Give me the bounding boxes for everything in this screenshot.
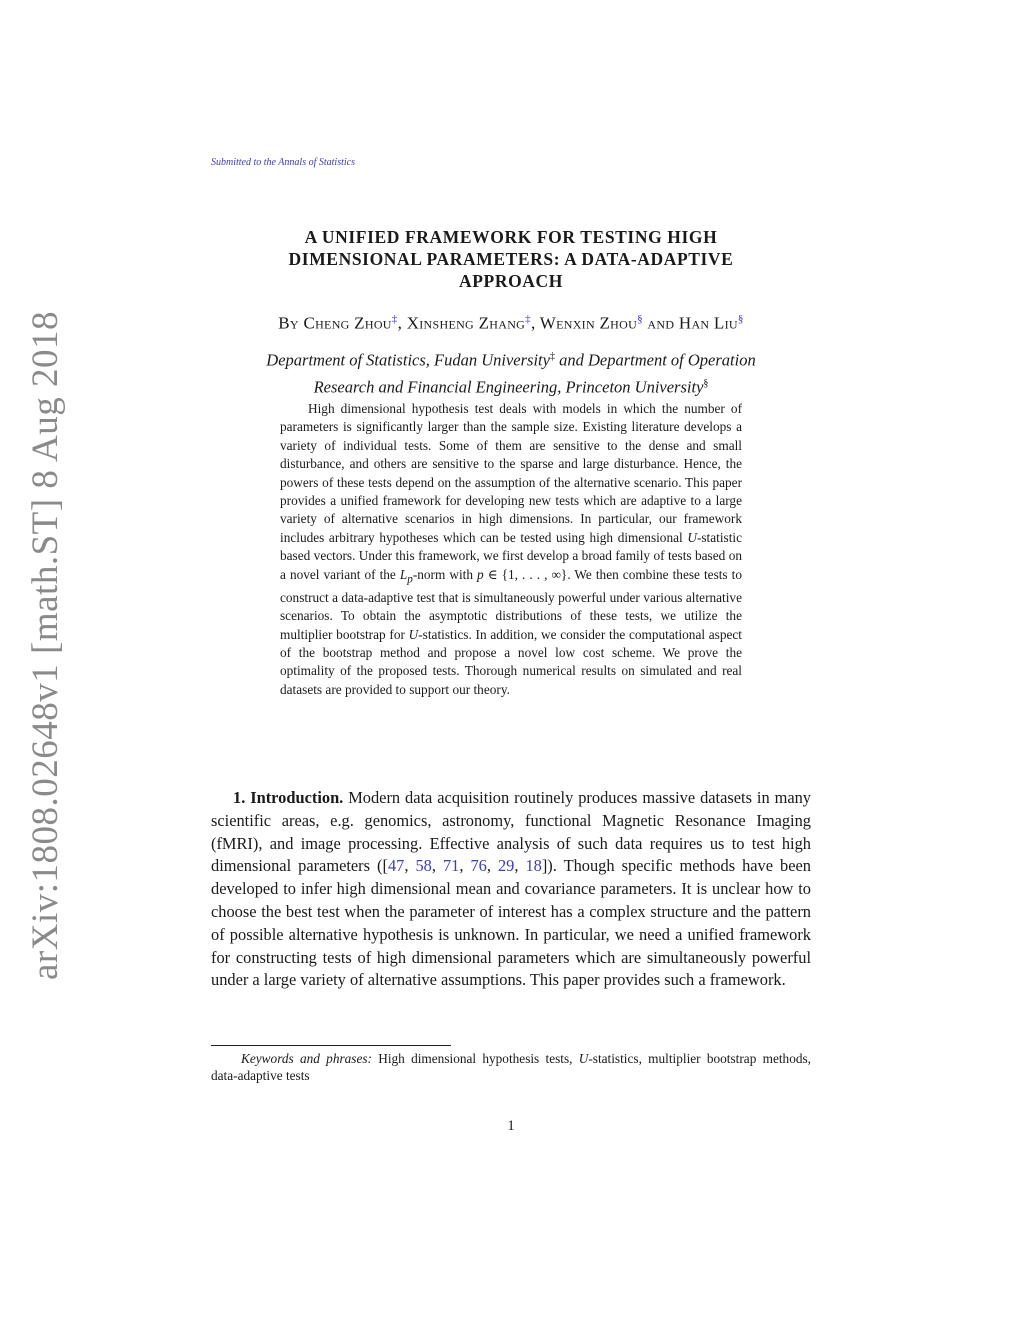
keywords-label: Keywords and phrases: xyxy=(241,1051,372,1066)
citation-link[interactable]: 29 xyxy=(497,856,515,876)
affiliation-princeton: Research and Financial Engineering, Princeton University xyxy=(313,377,704,396)
citation-link[interactable]: 47 xyxy=(387,856,405,876)
affiliation-fudan: Department of Statistics, Fudan University xyxy=(266,350,550,370)
author-1: Cheng Zhou xyxy=(303,313,392,333)
title-line-3: APPROACH xyxy=(459,271,563,291)
affiliation-mark-princeton[interactable]: § xyxy=(737,313,744,325)
title-line-1: A UNIFIED FRAMEWORK FOR TESTING HIGH xyxy=(304,227,718,247)
footnote-divider xyxy=(211,1045,451,1046)
keywords-footnote: Keywords and phrases: High dimensional hypothesis tests, U-statistics, multiplier bootstrap methods, data-adaptive tests xyxy=(211,1051,811,1083)
author-list: By Cheng Zhou‡, Xinsheng Zhang‡, Wenxin Zhou§ and Han Liu§ xyxy=(278,313,744,333)
citation-link[interactable]: 71 xyxy=(442,856,460,876)
affiliation-mark-fudan[interactable]: ‡ xyxy=(525,313,531,325)
author-2: Xinsheng Zhang xyxy=(406,313,526,333)
paper-title xyxy=(211,226,811,292)
citation-link[interactable]: 18 xyxy=(525,856,542,876)
introduction-section: 1. Introduction. Modern data acquisition routinely produces massive datasets in many scientific areas, e.g. genomics, astronomy, functional Magnetic Resonance Imaging (fMRI), and image processing. Effective analysis of such data requires us to test high dimensional parameters ([47, 58, 71, 76, 29, 18]). Though specific methods have been developed to infer high dimensional mean and covariance parameters. It is unclear how to choose the best test when the parameter of interest has a complex structure and the pattern of possible alternative hypothesis is unknown. In particular, we need a unified framework for constructing tests of high dimensional parameters which are simultaneously powerful under a large variety of alternative assumptions. This paper provides such a framework. xyxy=(211,788,811,990)
abstract: High dimensional hypothesis test deals with models in which the number of parameters is significantly larger than the sample size. Existing literature develops a variety of individual tests. Some of them are sensitive to the dense and small disturbance, and others are sensitive to the sparse and large disturbance. Hence, the powers of these tests depend on the assumption of the alternative scenario. This paper provides a unified framework for developing new tests which are adaptive to a large variety of alternative scenarios in high dimensions. In particular, our framework includes arbitrary hypotheses which can be tested using high dimensional U-statistic based vectors. Under this framework, we first develop a broad family of tests based on a novel variant of the $L_p$-norm with p ∈ {1, . . . , ∞}. We then combine these tests to construct a data-adaptive test that is simultaneously powerful under various alternative scenarios. To obtain the asymptotic distributions of these tests, we utilize the multiplier bootstrap for U-statistics. In addition, we consider the computational aspect of the bootstrap method and propose a novel low cost scheme. We prove the optimality of the proposed tests. Thorough numerical results on simulated and real datasets are provided to support our theory. xyxy=(280,401,743,697)
author-3: Wenxin Zhou xyxy=(539,313,638,333)
and-label: and xyxy=(642,313,679,333)
arxiv-identifier-text: arXiv:1808.02648v1 [math.ST] 8 Aug 2018 xyxy=(24,310,66,980)
arxiv-identifier xyxy=(14,310,76,980)
page-number: 1 xyxy=(507,1118,515,1134)
section-heading: 1. Introduction. xyxy=(233,788,344,807)
citation-link[interactable]: 76 xyxy=(470,856,487,876)
journal-note: Submitted to the Annals of Statistics xyxy=(211,157,355,168)
affiliation-mark-fudan[interactable]: ‡ xyxy=(391,313,398,325)
title-line-2: DIMENSIONAL PARAMETERS: A DATA-ADAPTIVE xyxy=(288,249,734,269)
affiliation-mark-princeton[interactable]: § xyxy=(637,313,643,325)
citation-link[interactable]: 58 xyxy=(415,856,432,876)
author-4: Han Liu xyxy=(678,313,738,333)
affiliations: Department of Statistics, Fudan University‡ and Department of Operation Research and Financial Engineering, Princeton University§ xyxy=(266,350,756,396)
by-label: By xyxy=(278,313,299,333)
